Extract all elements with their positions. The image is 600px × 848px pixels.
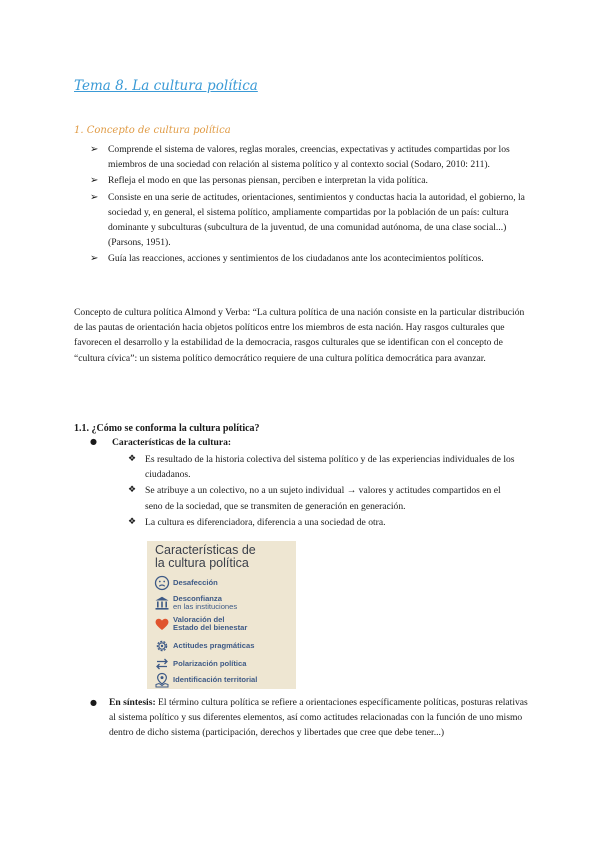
concept-bullet-list — [90, 142, 530, 268]
map-pin-icon — [154, 672, 170, 688]
synthesis-text: El término cultura política se refiere a orientaciones específicamente políticas, posturas relativas al sistema político y sus diferentes elementos, así como actitudes relacionadas con la función de uno mismo dentro de dicho sistema (participación, derechos y libertades que cree que debe tener...) — [109, 697, 528, 739]
infographic-title: Características de la cultura política — [155, 543, 256, 570]
arrow-bullet-icon: ➢ — [90, 253, 99, 265]
section-heading-concept: 1. Concepto de cultura política — [74, 125, 231, 136]
institution-icon — [154, 595, 170, 611]
bullet-dot-icon: ● — [90, 437, 97, 446]
almond-verba-paragraph: Concepto de cultura política Almond y Verba: “La cultura política de una nación consiste en la particular distribución de las pautas de orientación hacia objetos políticos entre los miembros de esta nación. Hay rasgos culturales que favorecen el desarrollo y la estabilidad de la democracia, rasgos culturales que se identifican con el concepto de “cultura cívica”: un sistema político democrático requiere de una cultura política democrática para avanzar. — [74, 307, 525, 364]
infographic-card — [147, 541, 296, 689]
page-title: Tema 8. La cultura política — [74, 78, 258, 94]
synthesis-paragraph — [90, 695, 530, 741]
characteristics-subheading: ● Características de la cultura: — [90, 437, 232, 448]
infographic-row: Polarización política — [154, 656, 294, 673]
diamond-bullet-icon: ❖ — [128, 516, 137, 527]
infographic-row: Desconfianza en las instituciones — [154, 595, 294, 612]
list-item: ➢ Refleja el modo en que las personas piensan, perciben e interpretan la vida política. — [90, 173, 530, 188]
bullet-dot-icon: ● — [90, 698, 97, 707]
arrow-bullet-icon: ➢ — [90, 175, 99, 187]
diamond-bullet-icon: ❖ — [128, 485, 137, 496]
characteristics-list — [128, 452, 518, 531]
gear-icon — [154, 638, 170, 654]
sad-face-icon — [154, 575, 170, 591]
synthesis-label: En síntesis: — [109, 697, 156, 708]
heart-icon — [154, 616, 170, 632]
diamond-bullet-icon: ❖ — [128, 454, 137, 464]
arrows-icon — [154, 656, 170, 672]
list-item: ➢ Consiste en una serie de actitudes, orientaciones, sentimientos y conductas hacia la autoridad, el gobierno, la sociedad y, en general, el sistema político, ampliamente compartidas por la población de un país: cultura dominante y subculturas (subcultura de la juventud, de una comunidad autónoma, de una clase social...) (Parsons, 1951). — [90, 191, 525, 249]
infographic-row: Desafección — [154, 575, 294, 592]
list-item: ❖ Es resultado de la historia colectiva del sistema político y de las experiencias individuales de los ciudadanos. — [128, 454, 515, 481]
infographic-row: Identificación territorial — [154, 672, 294, 689]
list-item: ❖ Se atribuye a un colectivo, no a un sujeto individual → valores y actitudes compartidos en el seno de la sociedad, que se transmiten de generación en generación. — [128, 485, 501, 512]
arrow-bullet-icon: ➢ — [90, 191, 99, 203]
infographic-row: Valoración del Estado del bienestar — [154, 616, 294, 633]
infographic-row: Actitudes pragmáticas — [154, 638, 294, 655]
list-item: ➢ Guía las reacciones, acciones y sentimientos de los ciudadanos ante los acontecimientos políticos. — [90, 251, 530, 266]
arrow-bullet-icon: ➢ — [90, 144, 99, 155]
list-item: ❖ La cultura es diferenciadora, diferencia a una sociedad de otra. — [128, 515, 518, 530]
list-item: ➢ Comprende el sistema de valores, reglas morales, creencias, expectativas y actitudes compartidas por los miembros de una sociedad con relación al sistema político y al contexto social (Sodaro, 2010: 211). — [90, 144, 510, 171]
section-heading-conformation: 1.1. ¿Cómo se conforma la cultura política? — [74, 423, 260, 434]
